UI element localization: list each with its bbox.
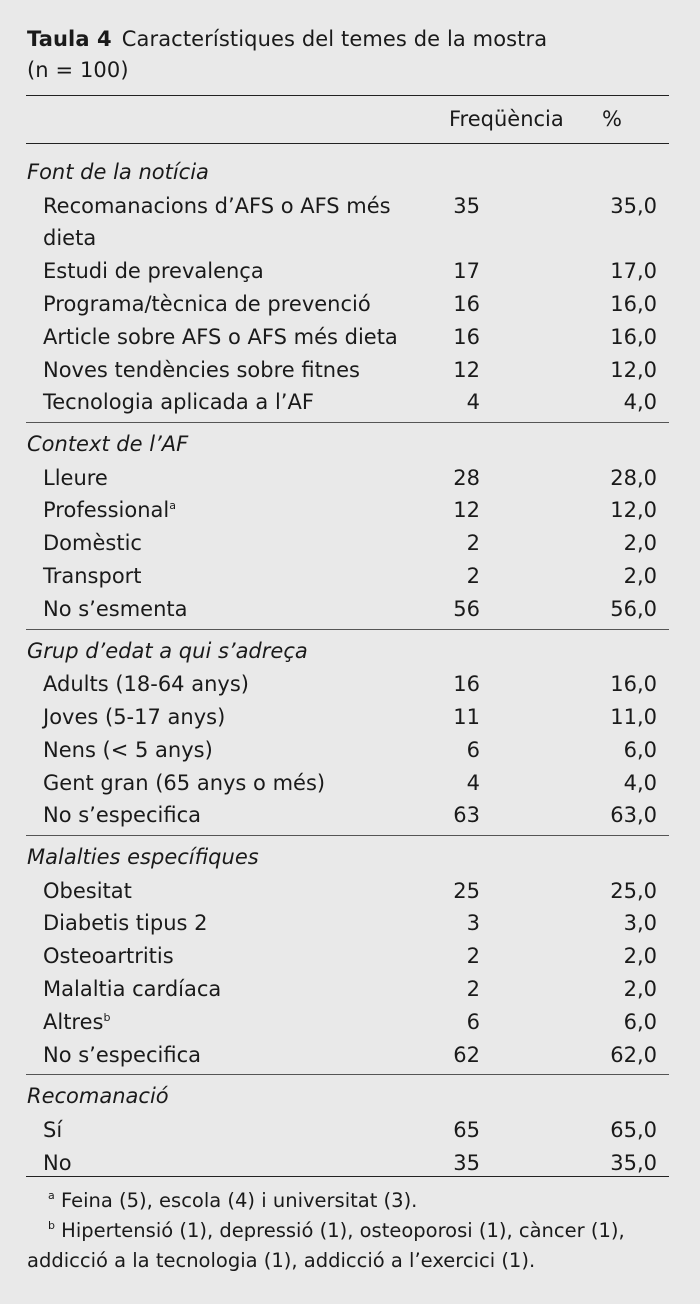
frequency-cell: 16 xyxy=(453,672,480,697)
row-label xyxy=(43,875,423,907)
bottom-rule xyxy=(26,1176,669,1177)
frequency-cell: 11 xyxy=(453,704,480,729)
footnote xyxy=(27,1186,672,1216)
frequency-cell: 17 xyxy=(453,259,480,284)
percent-cell: 2,0 xyxy=(623,564,657,588)
percent-cell: 3,0 xyxy=(623,911,657,936)
row-label-text: Altres xyxy=(43,1009,104,1034)
frequency-cell: 4 xyxy=(466,770,480,795)
row-label xyxy=(43,1006,423,1038)
footnote xyxy=(27,1216,672,1276)
percent-cell: 2,0 xyxy=(623,977,657,1001)
percent-cell: 2,0 xyxy=(623,944,657,969)
footnote-mark: b xyxy=(48,1219,55,1232)
row-label-text: Article sobre AFS o AFS més dieta xyxy=(43,324,398,349)
row-label-text: No s’esmenta xyxy=(43,596,188,621)
frequency-cell: 3 xyxy=(466,911,480,936)
row-label xyxy=(43,255,423,287)
row-label xyxy=(43,321,423,353)
row-label-text: Recomanacions d’AFS o AFS més dieta xyxy=(43,193,391,250)
frequency-cell: 65 xyxy=(453,1117,480,1142)
section-title: Malalties específiques xyxy=(27,845,259,870)
percent-cell: 65,0 xyxy=(610,1117,657,1142)
row-label-text: Obesitat xyxy=(43,878,132,903)
percent-cell: 35,0 xyxy=(610,193,657,218)
frequency-cell: 16 xyxy=(453,291,480,316)
frequency-cell: 6 xyxy=(466,1009,480,1034)
frequency-cell: 12 xyxy=(453,357,480,382)
percent-cell: 25,0 xyxy=(610,878,657,903)
section-title: Font de la notícia xyxy=(27,160,209,184)
row-label-text: No s’especifica xyxy=(43,1042,201,1067)
row-label-text: Gent gran (65 anys o més) xyxy=(43,770,326,795)
frequency-cell: 2 xyxy=(466,531,480,556)
row-label-text: Professional xyxy=(43,498,170,523)
percent-cell: 12,0 xyxy=(610,357,657,382)
column-header-percent: % xyxy=(602,107,622,131)
row-label-text: Transport xyxy=(43,564,142,588)
table-number: Taula 4 xyxy=(27,27,112,51)
frequency-cell: 56 xyxy=(453,596,480,621)
frequency-cell: 12 xyxy=(453,498,480,523)
frequency-cell: 35 xyxy=(453,1150,480,1175)
row-label xyxy=(43,593,423,625)
row-label-text: Lleure xyxy=(43,465,108,490)
column-header-frequency: Freqüència xyxy=(449,107,564,131)
row-label xyxy=(43,701,423,733)
percent-cell: 63,0 xyxy=(610,803,657,828)
frequency-cell: 25 xyxy=(453,878,480,903)
footnote-text: Hipertensió (1), depressió (1), osteoporosi (1), càncer (1), addicció a la tecnologia (1), addicció a l’exercici (1). xyxy=(27,1219,625,1272)
table-title: Característiques del temes de la mostra xyxy=(121,27,548,51)
row-label xyxy=(43,1114,423,1146)
row-label-text: Sí xyxy=(43,1117,63,1142)
section-divider xyxy=(26,1074,669,1075)
frequency-cell: 2 xyxy=(466,977,480,1001)
percent-cell: 56,0 xyxy=(610,596,657,621)
row-label xyxy=(43,973,423,1005)
percent-cell: 2,0 xyxy=(623,531,657,556)
percent-cell: 11,0 xyxy=(610,704,657,729)
frequency-cell: 2 xyxy=(466,944,480,969)
section-title: Recomanació xyxy=(27,1084,169,1109)
percent-cell: 4,0 xyxy=(623,770,657,795)
row-label-text: Nens (< 5 anys) xyxy=(43,737,213,762)
frequency-cell: 4 xyxy=(466,390,480,415)
frequency-cell: 2 xyxy=(466,564,480,588)
row-label xyxy=(43,767,423,799)
section-title: Context de l’AF xyxy=(27,432,189,457)
row-label xyxy=(43,462,423,494)
row-label xyxy=(43,1039,423,1071)
percent-cell: 17,0 xyxy=(610,259,657,284)
frequency-cell: 62 xyxy=(453,1042,480,1067)
row-label-text: Noves tendències sobre fitnes xyxy=(43,357,360,382)
percent-cell: 62,0 xyxy=(610,1042,657,1067)
row-label xyxy=(43,940,423,972)
percent-cell: 35,0 xyxy=(610,1150,657,1175)
row-label xyxy=(43,386,423,418)
footnote-text: Feina (5), escola (4) i universitat (3). xyxy=(54,1189,418,1212)
row-label-text: Joves (5-17 anys) xyxy=(43,704,226,729)
row-label-text: No xyxy=(43,1150,72,1175)
percent-cell: 4,0 xyxy=(623,390,657,415)
row-label xyxy=(43,668,423,700)
row-label xyxy=(43,734,423,766)
section-divider xyxy=(26,422,669,423)
row-label xyxy=(43,799,423,831)
row-label-text: Tecnologia aplicada a l’AF xyxy=(43,390,314,415)
row-label xyxy=(43,560,423,592)
row-label-text: Diabetis tipus 2 xyxy=(43,911,208,936)
row-label xyxy=(43,190,415,254)
percent-cell: 28,0 xyxy=(610,465,657,490)
frequency-cell: 28 xyxy=(453,465,480,490)
percent-cell: 16,0 xyxy=(610,291,657,316)
percent-cell: 12,0 xyxy=(610,498,657,523)
footnote-mark: a xyxy=(48,1189,55,1202)
row-label-text: Osteoartritis xyxy=(43,944,174,969)
percent-cell: 16,0 xyxy=(610,672,657,697)
percent-cell: 6,0 xyxy=(623,1009,657,1034)
row-label xyxy=(43,354,423,386)
table-subtitle: (n = 100) xyxy=(27,58,129,82)
row-label xyxy=(43,527,423,559)
frequency-cell: 6 xyxy=(466,737,480,762)
row-label xyxy=(43,907,423,939)
header-rule xyxy=(26,143,669,144)
percent-cell: 16,0 xyxy=(610,324,657,349)
section-divider xyxy=(26,629,669,630)
row-label-text: Domèstic xyxy=(43,531,142,556)
table-caption xyxy=(27,24,667,86)
row-label xyxy=(43,494,423,526)
footnotes xyxy=(27,1186,672,1276)
percent-cell: 6,0 xyxy=(623,737,657,762)
footnote-mark: a xyxy=(169,499,176,513)
section-title: Grup d’edat a qui s’adreça xyxy=(27,638,308,663)
row-label-text: Malaltia cardíaca xyxy=(43,977,222,1001)
top-rule xyxy=(26,95,669,96)
frequency-cell: 35 xyxy=(453,193,480,218)
row-label-text: Estudi de prevalença xyxy=(43,259,264,284)
row-label-text: Adults (18-64 anys) xyxy=(43,672,249,697)
row-label xyxy=(43,1147,423,1179)
footnote-mark: b xyxy=(103,1010,111,1024)
row-label xyxy=(43,288,423,320)
frequency-cell: 16 xyxy=(453,324,480,349)
section-divider xyxy=(26,835,669,836)
row-label-text: Programa/tècnica de prevenció xyxy=(43,291,371,316)
row-label-text: No s’especifica xyxy=(43,803,201,828)
frequency-cell: 63 xyxy=(453,803,480,828)
